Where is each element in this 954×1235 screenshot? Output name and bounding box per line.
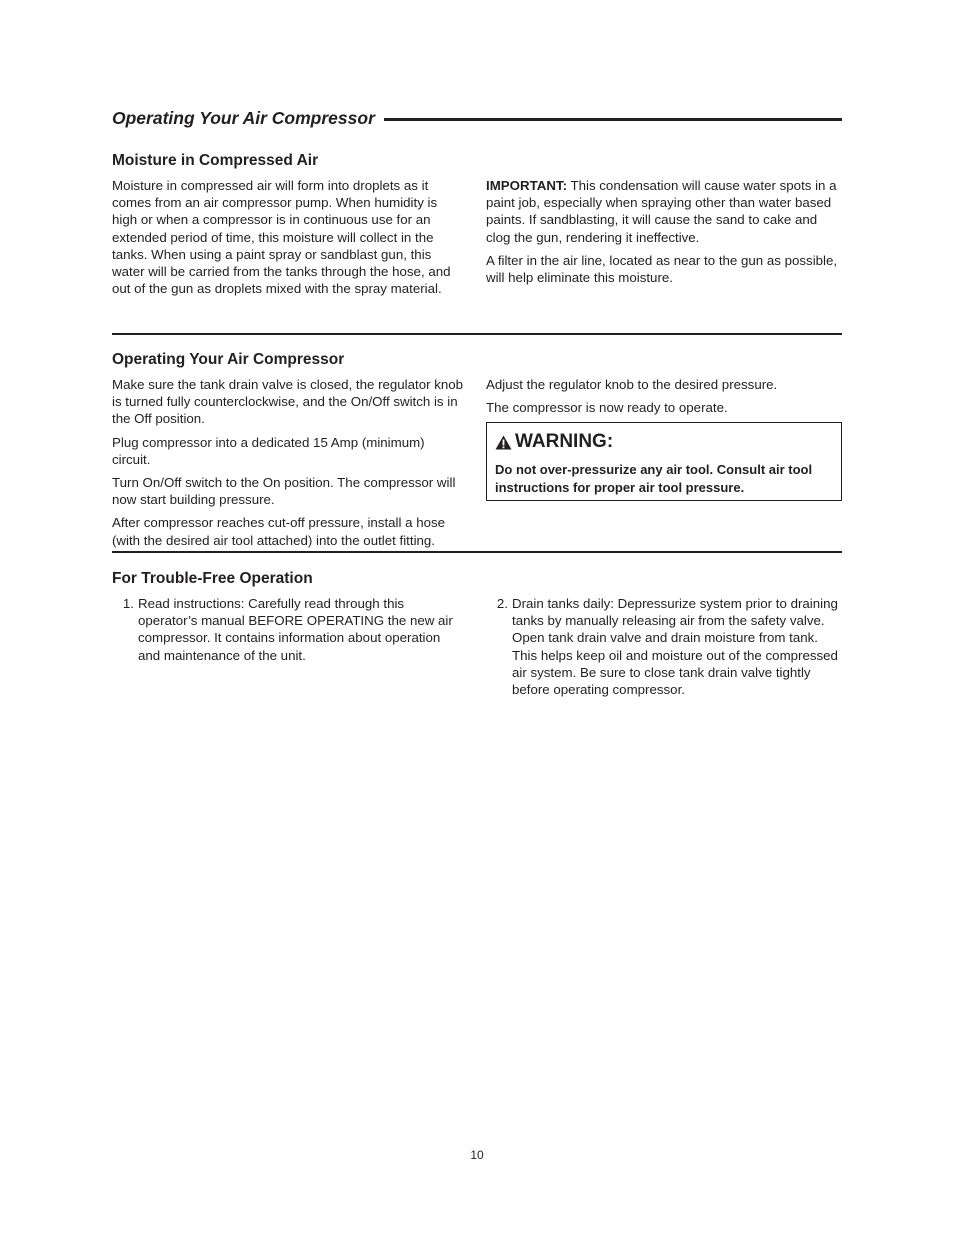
trouble-free-left-column [112, 595, 464, 664]
warning-box [486, 422, 842, 500]
list-item [486, 595, 842, 698]
operating-heading: Operating Your Air Compressor [112, 351, 345, 368]
operating-step: The compressor is now ready to operate. [486, 400, 728, 416]
operating-step: Plug compressor into a dedicated 15 Amp (minimum) circuit. [112, 434, 425, 467]
operating-left-column [112, 376, 464, 555]
trouble-free-section [112, 569, 842, 589]
list-item-number: 2. [496, 596, 508, 611]
trouble-free-right-column [486, 595, 842, 698]
important-paragraph [486, 177, 842, 246]
warning-header [495, 429, 833, 455]
operating-step: Adjust the regulator knob to the desired pressure. [486, 377, 778, 392]
moisture-section [112, 151, 842, 171]
page-header [112, 108, 842, 129]
list-item [112, 595, 464, 664]
section-divider [112, 551, 842, 553]
list-item-text: Read instructions: Carefully read through this operator’s manual BEFORE OPERATING the new air compressor. It contains information about operation and maintenance of the unit. [138, 596, 453, 663]
moisture-heading: Moisture in Compressed Air [112, 152, 319, 169]
moisture-paragraph: Moisture in compressed air will form into droplets as it comes from an air compressor pump. When humidity is high or when a compressor is in continuous use for an extended period of time, this moisture will collect in the tanks. When using a paint spray or sandblast gun, this water will be carried from the tanks through the hose, and out of the gun as droplets mixed with the spray material. [112, 178, 451, 297]
moisture-left-column [112, 177, 464, 303]
warning-triangle-icon [495, 435, 512, 450]
operating-step: After compressor reaches cut-off pressure, install a hose (with the desired air tool attached) into the outlet fitting. [112, 515, 446, 548]
page-title: Operating Your Air Compressor [112, 108, 375, 128]
operating-step: Turn On/Off switch to the On position. The compressor will now start building pressure. [112, 475, 456, 508]
filter-paragraph: A filter in the air line, located as near to the gun as possible, will help eliminate this moisture. [486, 252, 838, 286]
important-text: This condensation will cause water spots in a paint job, especially when spraying other than water based paints. If sandblasting, it will cause the sand to cake and clog the gun, rendering it ineffective. [486, 178, 837, 245]
warning-title: WARNING: [515, 431, 614, 453]
important-label: IMPORTANT: [486, 178, 568, 193]
page-number: 10 [470, 1148, 484, 1162]
list-item-number: 1. [122, 596, 134, 611]
header-rule [384, 118, 842, 121]
section-divider [112, 333, 842, 335]
operating-step: Make sure the tank drain valve is closed, the regulator knob is turned fully counterclockwise, and the On/Off switch is in the Off position. [112, 377, 464, 427]
trouble-free-heading: For Trouble-Free Operation [112, 570, 313, 587]
operating-right-column [486, 376, 842, 501]
warning-text: Do not over-pressurize any air tool. Consult air tool instructions for proper air tool pressure. [495, 462, 813, 495]
operating-section [112, 350, 842, 370]
list-item-text: Drain tanks daily: Depressurize system prior to draining tanks by manually releasing air from the safety valve. Open tank drain valve and drain moisture from tank. This helps keep oil and moisture out of the compressed air system. Be sure to close tank drain valve tightly before operating compressor. [512, 596, 838, 698]
moisture-right-column [486, 177, 842, 292]
